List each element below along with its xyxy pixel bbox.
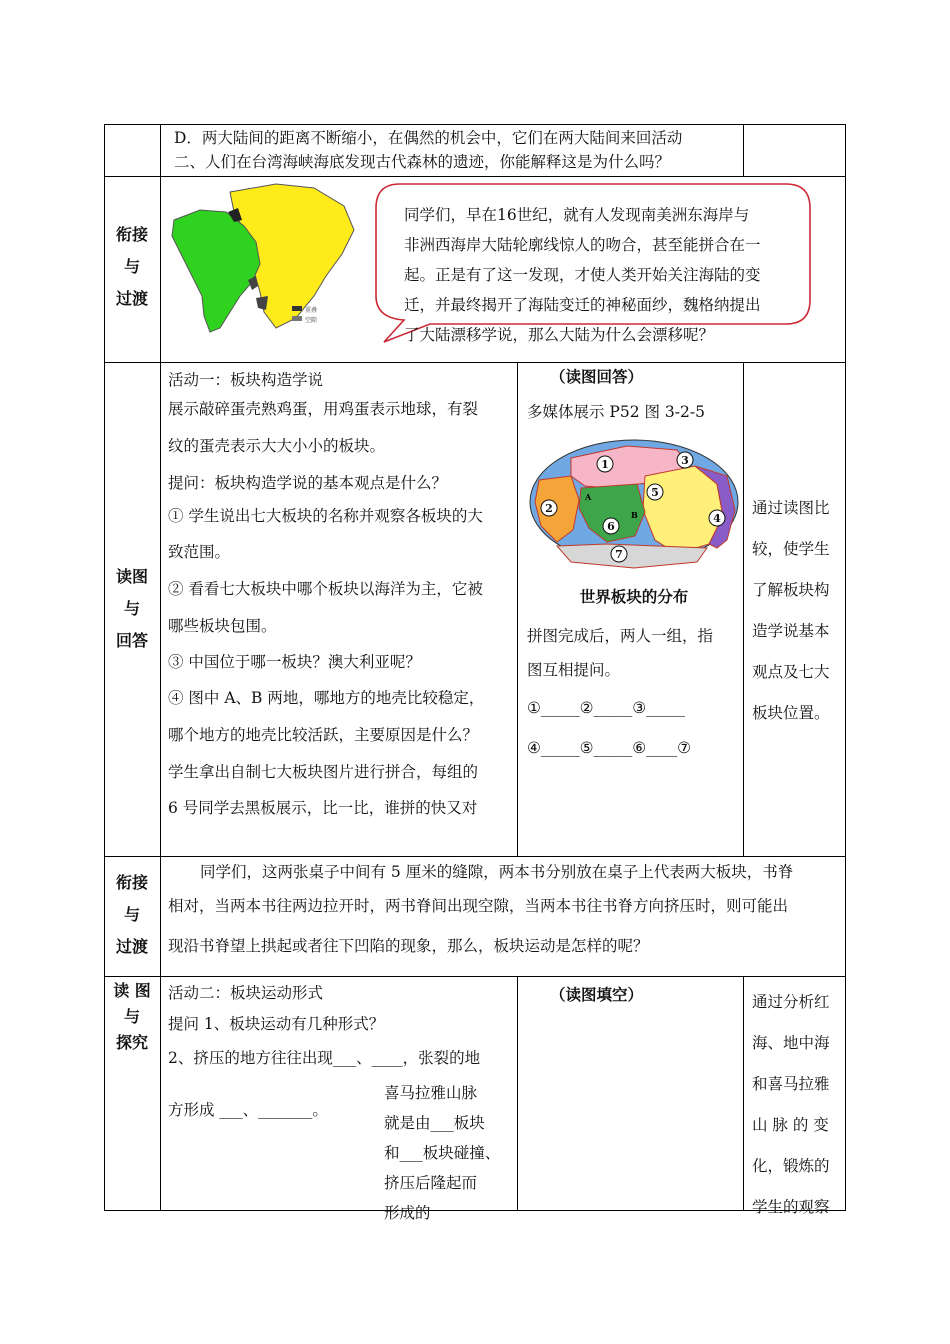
label-column-divider (160, 124, 161, 1210)
pairing-text: 拼图完成后，两人一组，指 图互相提问。 ①_____②_____③_____ ④_____⑤_____⑥____⑦ (527, 627, 714, 757)
world-plates-map (527, 436, 741, 576)
plate-number-3: 3 (681, 454, 689, 467)
bubble-text: 同学们，早在16世纪，就有人发现南美洲东海岸与 非洲西海岸大陆轮廓线惊人的吻合，甚至能拼合在一 起。正是有了这一发现，才使人类开始关注海陆的变 迁，并最终揭开了海陆变迁的神秘面纱，魏格纳提出 了大陆漂移学说，那么大陆为什么会漂移呢？ (404, 206, 761, 344)
plate-number-2: 2 (545, 502, 553, 515)
row3-middle-divider (517, 362, 518, 856)
legend-overlap-swatch (292, 306, 302, 311)
plate-number-1: 1 (601, 458, 609, 471)
option-d-text: D．两大陆间的距离不断缩小，在偶然的机会中，它们在两大陆间来回活动 (174, 129, 683, 147)
row3-purpose-text: 通过读图比 较，使学生 了解板块构 造学说基本 观点及七大 板块位置。 (752, 499, 830, 722)
row3-label: 读图 与 回答 (115, 567, 148, 650)
site-label-b: B (631, 510, 638, 520)
read-map-fill-title: （读图填空） (550, 986, 644, 1004)
row5-right-divider (743, 976, 744, 1210)
table-top-border (104, 124, 846, 125)
activity2-blanks: 方形成 ___、_______。 (168, 1101, 328, 1119)
activity2-text: 活动二：板块运动形式 提问 1、板块运动有几种形式？ 2、挤压的地方往往出现___、____，张裂的地 (168, 984, 481, 1067)
plate-number-4: 4 (713, 512, 721, 525)
multimedia-line: 多媒体展示 P52 图 3-2-5 (527, 403, 705, 421)
row4-label: 衔接 与 过渡 (115, 873, 148, 956)
legend-overlap-label: 重叠 (305, 307, 318, 314)
read-map-answer-title: （读图回答） (550, 368, 644, 386)
himalaya-note-text: 喜马拉雅山脉 就是由___板块 和___板块碰撞、 挤压后隆起而 形成的 (384, 1084, 501, 1222)
row5-middle-divider (517, 976, 518, 1210)
row-divider-4 (104, 976, 846, 977)
legend-gap-label: 空隙 (305, 317, 318, 324)
row3-right-divider (743, 362, 744, 856)
gap-mark-2 (256, 296, 268, 310)
site-label-a: A (585, 492, 592, 502)
plate-number-5: 5 (651, 486, 659, 499)
world-plates-caption: 世界板块的分布 (579, 588, 689, 606)
book-demo-text: 同学们，这两张桌子中间有 5 厘米的缝隙，两本书分别放在桌子上代表两大板块，书脊 相对，当两本书往两边拉开时，两书脊间出现空隙，当两本书往书脊方向挤压时，则可能出 现沿书脊望上拱起或者往下凹陷的现象，那么，板块运动是怎样的呢？ (168, 863, 794, 955)
plate-number-6: 6 (607, 520, 615, 533)
row2-label: 衔接 与 过渡 (115, 225, 148, 308)
activity1-text: 活动一：板块构造学说 展示敲碎蛋壳熟鸡蛋，用鸡蛋表示地球，有裂 纹的蛋壳表示大大小小的板块。 提问：板块构造学说的基本观点是什么？ ① 学生说出七大板块的名称并观察各板块的大 致范围。 ② 看看七大板块中哪个板块以海洋为主，它被 哪些板块包围。 ③ 中国位于哪一板块？澳大利亚呢？ ④ 图中 A、B 两地，哪地方的地壳比较稳定， 哪个地方的地壳比较活跃，主要原因是什么？ 学生拿出自制七大板块图片进行拼合，每组的 6 号同学去黑板展示，比一比，谁拼的快又对 (168, 371, 485, 817)
row5-label: 读 图 与 探究 (113, 981, 151, 1052)
row-divider-1 (104, 176, 846, 177)
plate-number-7: 7 (615, 548, 623, 561)
question-2-text: 二、人们在台湾海峡海底发现古代森林的遗迹，你能解释这是为什么吗？ (174, 153, 671, 171)
table-right-border (845, 124, 846, 1210)
row5-purpose-text: 通过分析红 海、地中海 和喜马拉雅 山 脉 的 变 化，锻炼的 学生的观察 (752, 993, 830, 1216)
continent-fit-map (164, 180, 364, 340)
row1-right-divider (743, 124, 744, 176)
legend-gap-swatch (292, 316, 302, 321)
row-divider-3 (104, 856, 846, 857)
row-divider-2 (104, 362, 846, 363)
